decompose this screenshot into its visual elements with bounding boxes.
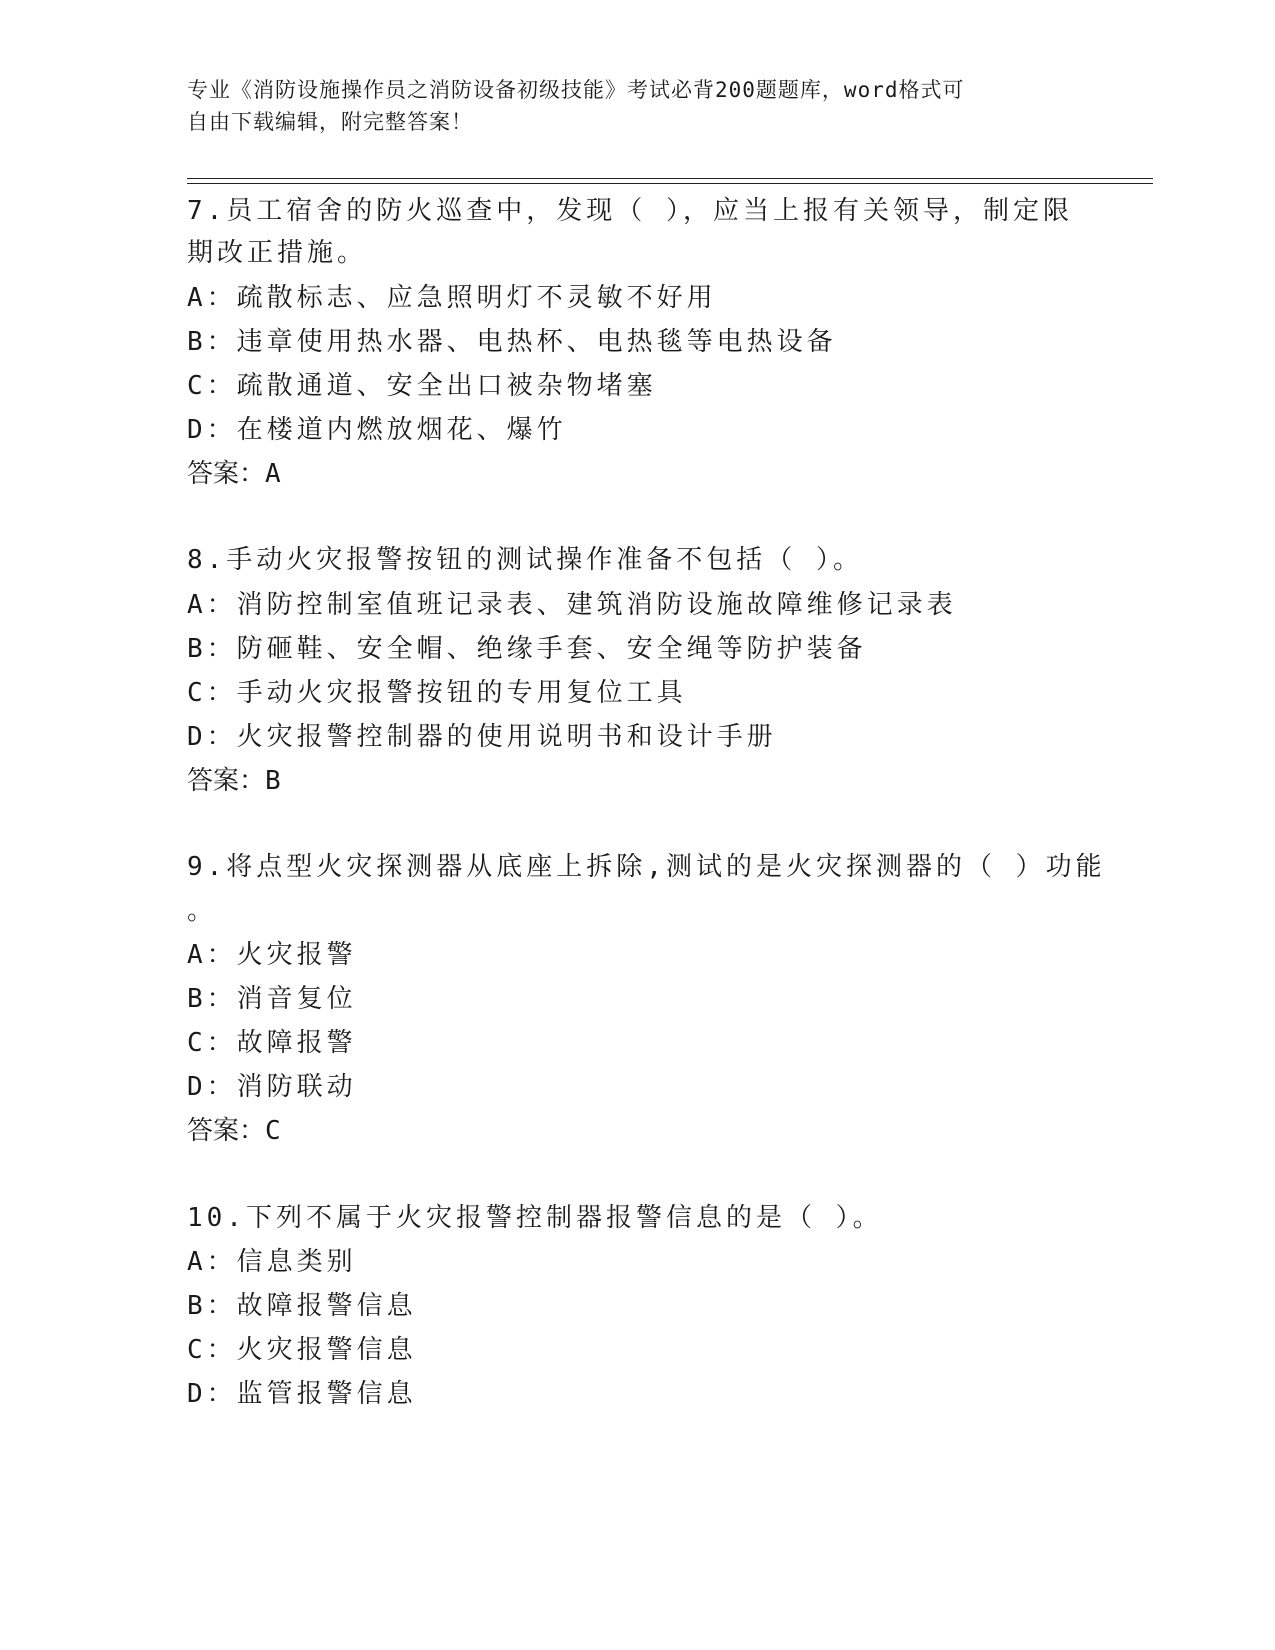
question-7-option-a: A：疏散标志、应急照明灯不灵敏不好用 bbox=[187, 283, 717, 313]
answer-value: B bbox=[265, 766, 281, 796]
question-10-option-a: A：信息类别 bbox=[187, 1247, 357, 1277]
question-7-option-b: B：违章使用热水器、电热杯、电热毯等电热设备 bbox=[187, 327, 837, 357]
answer-value: C bbox=[265, 1116, 281, 1146]
header-line-1: 专业《消防设施操作员之消防设备初级技能》考试必背200题题库，word格式可 bbox=[187, 78, 965, 102]
answer-label: 答案： bbox=[187, 459, 266, 489]
answer-value: A bbox=[265, 459, 281, 489]
document-header bbox=[187, 74, 1087, 138]
question-9-option-c: C：故障报警 bbox=[187, 1028, 357, 1058]
question-9-option-a: A：火灾报警 bbox=[187, 940, 357, 970]
question-9-option-d: D：消防联动 bbox=[187, 1072, 357, 1102]
question-9-stem-line-1: 9.将点型火灾探测器从底座上拆除,测试的是火灾探测器的（ ）功能 bbox=[187, 852, 1106, 882]
question-10-option-b: B：故障报警信息 bbox=[187, 1291, 417, 1321]
question-7-answer bbox=[187, 459, 281, 489]
question-9-answer bbox=[187, 1116, 281, 1146]
header-divider-bottom bbox=[187, 183, 1153, 184]
answer-label: 答案： bbox=[187, 766, 266, 796]
question-8-option-b: B：防砸鞋、安全帽、绝缘手套、安全绳等防护装备 bbox=[187, 634, 867, 664]
answer-label: 答案： bbox=[187, 1116, 266, 1146]
question-7-stem-line-1: 7.员工宿舍的防火巡查中，发现（ ），应当上报有关领导，制定限 bbox=[187, 196, 1073, 226]
question-7-option-d: D：在楼道内燃放烟花、爆竹 bbox=[187, 415, 567, 445]
question-8-option-a: A：消防控制室值班记录表、建筑消防设施故障维修记录表 bbox=[187, 590, 957, 620]
question-8-answer bbox=[187, 766, 281, 796]
question-10-stem: 10.下列不属于火灾报警控制器报警信息的是（ ）。 bbox=[187, 1203, 883, 1233]
question-9-option-b: B：消音复位 bbox=[187, 984, 357, 1014]
question-7-stem-line-2: 期改正措施。 bbox=[187, 238, 368, 268]
question-10-option-c: C：火灾报警信息 bbox=[187, 1335, 417, 1365]
question-10-option-d: D：监管报警信息 bbox=[187, 1379, 417, 1409]
question-8-option-d: D：火灾报警控制器的使用说明书和设计手册 bbox=[187, 722, 777, 752]
question-7-option-c: C：疏散通道、安全出口被杂物堵塞 bbox=[187, 371, 657, 401]
header-line-2: 自由下载编辑，附完整答案！ bbox=[187, 110, 473, 134]
question-8-stem: 8.手动火灾报警按钮的测试操作准备不包括（ ）。 bbox=[187, 545, 863, 575]
header-divider-top bbox=[187, 178, 1153, 179]
question-8-option-c: C：手动火灾报警按钮的专用复位工具 bbox=[187, 678, 687, 708]
question-9-stem-line-2: 。 bbox=[187, 896, 218, 926]
